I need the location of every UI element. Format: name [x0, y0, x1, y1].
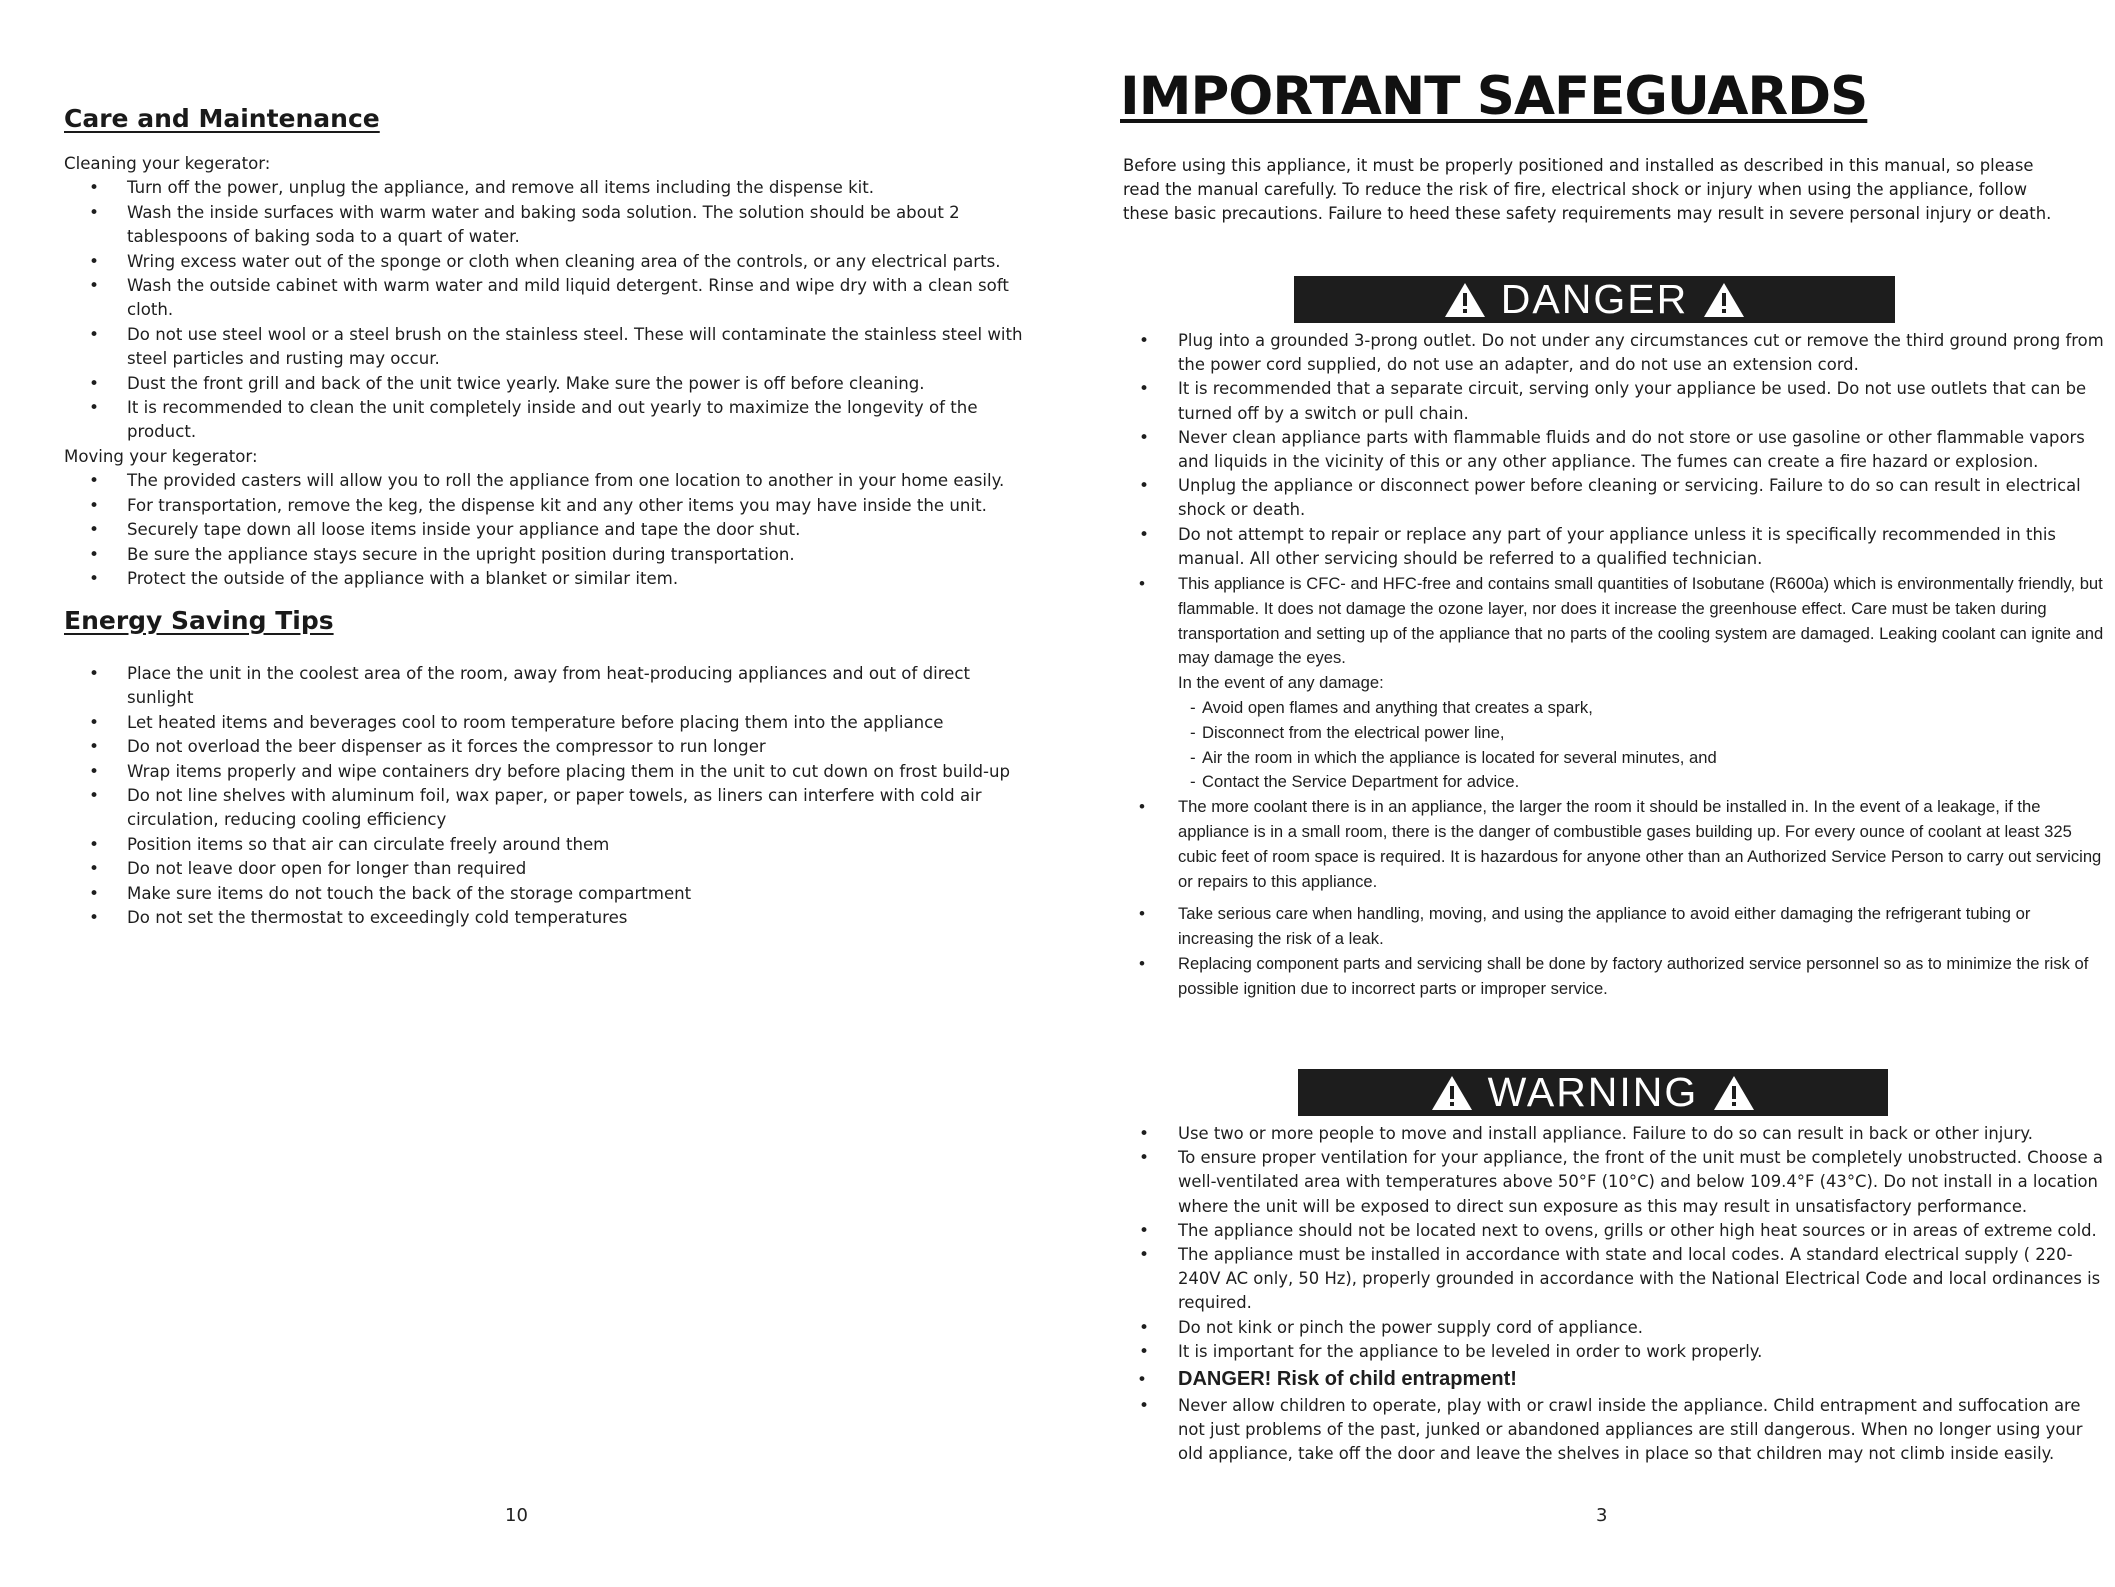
- cleaning-heading: Cleaning your kegerator:: [64, 154, 271, 173]
- danger-label: DANGER: [1500, 276, 1689, 322]
- danger-section: [1114, 329, 2104, 571]
- list-item: • The provided casters will allow you to roll the appliance from one location to another in your home easily.: [64, 469, 1024, 493]
- list-item: • Never allow children to operate, play with or crawl inside the appliance. Child entrapment and suffocation are not just problems of the past, junked or abandoned appliances are still dangerous. When no longer using your old appliance, take off the door and leave the shelves in place so that children may not climb inside easily.: [1114, 1394, 2104, 1467]
- list-item: • For transportation, remove the keg, the dispense kit and any other items you may have inside the unit.: [64, 494, 1024, 518]
- page-number: 3: [1596, 1505, 1608, 1526]
- list-item: • Protect the outside of the appliance with a blanket or similar item.: [64, 567, 1024, 591]
- list-item: • Take serious care when handling, moving, and using the appliance to avoid either damaging the refrigerant tubing or increasing the risk of a leak.: [1114, 902, 2104, 952]
- list-item: • It is recommended to clean the unit completely inside and out yearly to maximize the longevity of the product.: [64, 396, 1024, 445]
- list-item: • To ensure proper ventilation for your appliance, the front of the unit must be completely unobstructed. Choose a well-ventilated area with temperatures above 50°F (10°C) and below 109.4°F (43°C). Do not install in a location where the unit will be exposed to direct sun exposure as this may result in unsatisfactory performance.: [1114, 1146, 2104, 1219]
- list-item: • The appliance must be installed in accordance with state and local codes. A standard electrical supply ( 220-240V AC only, 50 Hz), properly grounded in accordance with the National Electrical Code and local ordinances is required.: [1114, 1243, 2104, 1316]
- list-item: - Contact the Service Department for advice.: [1114, 770, 2104, 795]
- danger-banner: [1294, 276, 1895, 323]
- list-item: • Securely tape down all loose items inside your appliance and tape the door shut.: [64, 518, 1024, 542]
- list-item: • Wash the outside cabinet with warm water and mild liquid detergent. Rinse and wipe dry with a clean soft cloth.: [64, 274, 1024, 323]
- coolant-list: [1114, 795, 2104, 894]
- page-number: 10: [505, 1505, 528, 1526]
- moving-heading: Moving your kegerator:: [64, 446, 258, 466]
- energy-saving-section: [64, 662, 1024, 930]
- list-item: • Position items so that air can circulate freely around them: [64, 833, 1024, 857]
- list-item: • Be sure the appliance stays secure in the upright position during transportation.: [64, 543, 1024, 567]
- list-item: - Air the room in which the appliance is located for several minutes, and: [1114, 746, 2104, 771]
- list-item: • This appliance is CFC- and HFC-free and contains small quantities of Isobutane (R600a) which is environmentally friendly, but flammable. It does not damage the ozone layer, nor does it increase the greenhouse effect. Care must be taken during transportation and setting up of the appliance that no parts of the cooling system are damaged. Leaking coolant can ignite and may damage the eyes.: [1114, 572, 2104, 671]
- list-item: • Plug into a grounded 3-prong outlet. Do not under any circumstances cut or remove the third ground prong from the power cord supplied, do not use an adapter, and do not use an extension cord.: [1114, 329, 2104, 377]
- right-page: [1057, 0, 2115, 1587]
- warning-triangle-icon: [1702, 281, 1746, 319]
- warning-list: [1114, 1122, 2104, 1467]
- energy-list: [64, 662, 1024, 930]
- moving-list: [64, 469, 1024, 591]
- list-item: • Do not attempt to repair or replace any part of your appliance unless it is specifically recommended in this manual. All other servicing should be referred to a qualified technician.: [1114, 523, 2104, 571]
- list-item: • The more coolant there is in an appliance, the larger the room it should be installed in. In the event of a leakage, if the appliance is in a small room, there is the danger of combustible gases building up. For every ounce of coolant at least 325 cubic feet of room space is required. It is hazardous for anyone other than an Authorized Service Person to carry out servicing or repairs to this appliance.: [1114, 795, 2104, 894]
- list-item: - Avoid open flames and anything that creates a spark,: [1114, 696, 2104, 721]
- danger-list: [1114, 329, 2104, 571]
- list-item: • Do not set the thermostat to exceedingly cold temperatures: [64, 906, 1024, 930]
- cleaning-list: [64, 176, 1024, 444]
- intro-paragraph: Before using this appliance, it must be properly positioned and installed as described in this manual, so please read the manual carefully. To reduce the risk of fire, electrical shock or injury when using the appliance, follow these basic precautions. Failure to heed these safety requirements may result in severe personal injury or death.: [1123, 156, 2052, 224]
- damage-steps: [1114, 696, 2104, 795]
- list-item: • Do not leave door open for longer than required: [64, 857, 1024, 881]
- energy-saving-title: Energy Saving Tips: [64, 606, 334, 635]
- list-item: • Wash the inside surfaces with warm water and baking soda solution. The solution should be about 2 tablespoons of baking soda to a quart of water.: [64, 201, 1024, 250]
- child-entrapment-heading: • DANGER! Risk of child entrapment!: [1114, 1364, 2104, 1394]
- warning-triangle-icon: [1443, 281, 1487, 319]
- page-title: IMPORTANT SAFEGUARDS: [1120, 66, 1868, 127]
- refrigerant-section: [1114, 572, 2104, 1002]
- list-item: • Unplug the appliance or disconnect power before cleaning or servicing. Failure to do so can result in electrical shock or death.: [1114, 474, 2104, 522]
- warning-label: WARNING: [1487, 1069, 1699, 1115]
- list-item: • Dust the front grill and back of the unit twice yearly. Make sure the power is off before cleaning.: [64, 372, 1024, 396]
- list-item: • Wring excess water out of the sponge or cloth when cleaning area of the controls, or any electrical parts.: [64, 250, 1024, 274]
- warning-triangle-icon: [1712, 1074, 1756, 1112]
- warning-section: [1114, 1122, 2104, 1467]
- list-item: - Disconnect from the electrical power line,: [1114, 721, 2104, 746]
- care-maintenance-title: Care and Maintenance: [64, 104, 380, 133]
- left-page: [0, 0, 1057, 1587]
- refrigerant-list: [1114, 572, 2104, 671]
- list-item: • Use two or more people to move and install appliance. Failure to do so can result in back or other injury.: [1114, 1122, 2104, 1146]
- list-item: • Do not kink or pinch the power supply cord of appliance.: [1114, 1316, 2104, 1340]
- list-item: • Let heated items and beverages cool to room temperature before placing them into the appliance: [64, 711, 1024, 735]
- list-item: • Never clean appliance parts with flammable fluids and do not store or use gasoline or other flammable vapors and liquids in the vicinity of this or any other appliance. The fumes can create a fire hazard or explosion.: [1114, 426, 2104, 474]
- list-item: • Do not line shelves with aluminum foil, wax paper, or paper towels, as liners can interfere with cold air circulation, reducing cooling efficiency: [64, 784, 1024, 833]
- list-item: • It is important for the appliance to be leveled in order to work properly.: [1114, 1340, 2104, 1364]
- list-item: • Wrap items properly and wipe containers dry before placing them in the unit to cut down on frost build-up: [64, 760, 1024, 784]
- handling-list: [1114, 902, 2104, 1001]
- list-item: • Place the unit in the coolest area of the room, away from heat-producing appliances and out of direct sunlight: [64, 662, 1024, 711]
- warning-banner: [1298, 1069, 1888, 1116]
- list-item: • Replacing component parts and servicing shall be done by factory authorized service personnel so as to minimize the risk of possible ignition due to incorrect parts or improper service.: [1114, 952, 2104, 1002]
- list-item: • Turn off the power, unplug the appliance, and remove all items including the dispense kit.: [64, 176, 1024, 200]
- warning-triangle-icon: [1430, 1074, 1474, 1112]
- damage-intro: In the event of any damage:: [1178, 673, 1384, 693]
- care-maintenance-section: [64, 152, 1024, 591]
- list-item: • Make sure items do not touch the back of the storage compartment: [64, 882, 1024, 906]
- list-item: • The appliance should not be located next to ovens, grills or other high heat sources or in areas of extreme cold.: [1114, 1219, 2104, 1243]
- list-item: • Do not use steel wool or a steel brush on the stainless steel. These will contaminate the stainless steel with steel particles and rusting may occur.: [64, 323, 1024, 372]
- list-item: • It is recommended that a separate circuit, serving only your appliance be used. Do not use outlets that can be turned off by a switch or pull chain.: [1114, 377, 2104, 425]
- list-item: • Do not overload the beer dispenser as it forces the compressor to run longer: [64, 735, 1024, 759]
